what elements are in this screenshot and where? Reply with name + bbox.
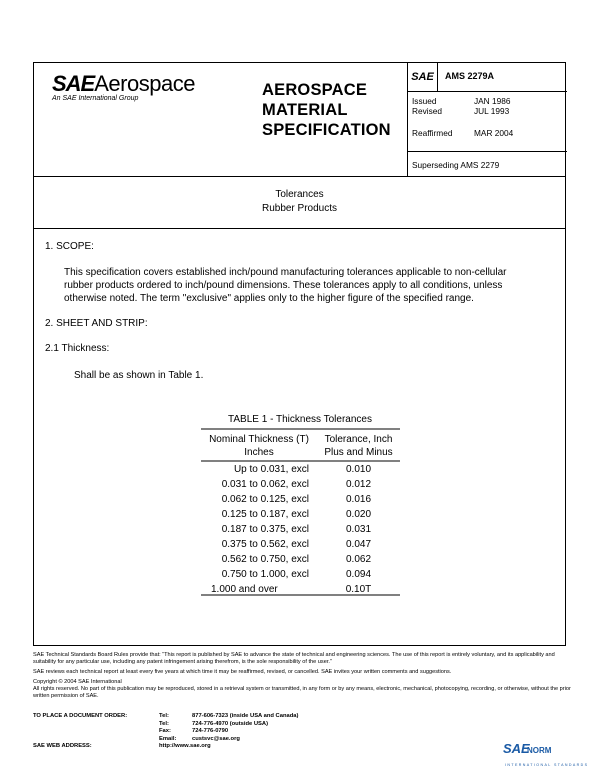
table-cell-tolerance: 0.010 <box>345 464 372 475</box>
footer-copyright: Copyright © 2004 SAE International <box>33 679 122 685</box>
table-cell-range: 0.750 to 1.000, excl <box>221 569 309 580</box>
fax-label: Fax: <box>159 728 171 734</box>
sae-norm-watermark <box>503 740 530 758</box>
brand-sae: SAE <box>52 71 95 96</box>
table-cell-range: 0.125 to 0.187, excl <box>221 509 309 520</box>
table-cell-range: 0.562 to 0.750, excl <box>221 554 309 565</box>
table-cell-range: 0.375 to 0.562, excl <box>221 539 309 550</box>
spec-title-line1: AEROSPACE <box>262 81 368 99</box>
table-cell-tolerance: 0.012 <box>345 479 372 490</box>
section-2-1-heading: 2.1 Thickness: <box>45 343 110 354</box>
issued-label: Issued <box>412 96 437 106</box>
spec-title-line3: SPECIFICATION <box>262 121 391 139</box>
col2-header-line1: Tolerance, Inch <box>324 434 393 445</box>
table-cell-range: 0.062 to 0.125, excl <box>221 494 309 505</box>
table-cell-tolerance: 0.094 <box>345 569 372 580</box>
table-cell-tolerance: 0.10T <box>345 584 372 595</box>
table-caption: TABLE 1 - Thickness Tolerances <box>228 414 372 425</box>
col2-header-line2: Plus and Minus <box>324 447 393 458</box>
web-label: SAE WEB ADDRESS: <box>33 743 92 749</box>
fax-value: 724-776-0790 <box>192 728 229 734</box>
watermark-logo: SAE <box>503 741 530 756</box>
table-cell-tolerance: 0.020 <box>345 509 372 520</box>
tel2-label: Tel: <box>159 720 169 727</box>
subject-line2: Rubber Products <box>261 203 338 214</box>
footer-rights: All rights reserved. No part of this publication may be reproduced, stored in a retrieval system or transmitted, in any form or by any means, electronic, mechanical, photocopying, recording, or otherwise, without the prior written permission of SAE. <box>33 686 571 699</box>
reaffirmed-date: MAR 2004 <box>474 128 514 138</box>
table-cell-tolerance: 0.062 <box>345 554 372 565</box>
tel2-value: 724-776-4970 (outside USA) <box>192 720 269 727</box>
web-value: http://www.sae.org <box>159 743 211 749</box>
section-1-line3: otherwise noted. The term "exclusive" applies only to the higher figure of the specified range. <box>64 293 474 304</box>
superseding: Superseding AMS 2279 <box>412 160 500 170</box>
section-1-line1: This specification covers established inch/pound manufacturing tolerances applicable to non-cellular <box>64 267 507 278</box>
table-col2-header <box>317 433 400 459</box>
section-1-line2: rubber products ordered to inch/pound dimensions. These tolerances apply to all conditions, unless <box>64 280 503 291</box>
order-label: TO PLACE A DOCUMENT ORDER: <box>33 713 128 719</box>
watermark-tiny: INTERNATIONAL STANDARDS <box>505 763 589 767</box>
footer-rules: SAE Technical Standards Board Rules provide that: “This report is published by SAE to advance the state of technical and engineering sciences. The use of this report is entirely voluntary, and its applicability and suitability for any particular use, including any patent infringement arising therefrom, is the sole responsibility of the user.” <box>33 652 555 665</box>
tel-label: Tel: <box>159 713 169 719</box>
reaffirmed-label: Reaffirmed <box>412 128 453 138</box>
footer-review: SAE reviews each technical report at least every five years at which time it may be reaffirmed, revised, or cancelled. SAE invites your written comments and suggestions. <box>33 669 452 675</box>
brand-aerospace: Aerospace <box>94 71 195 96</box>
email-value: custsvc@sae.org <box>192 735 240 742</box>
table-cell-range: 0.187 to 0.375, excl <box>221 524 309 535</box>
table-cell-range: 1.000 and over <box>211 584 278 595</box>
subject-line1: Tolerances <box>275 189 324 200</box>
email-label: Email: <box>159 735 177 742</box>
tel-value: 877-606-7323 (inside USA and Canada) <box>192 713 299 719</box>
watermark-norm-text: NORM <box>527 746 552 755</box>
table-cell-tolerance: 0.031 <box>345 524 372 535</box>
col1-header-line2: Inches <box>244 447 274 458</box>
table-cell-range: Up to 0.031, excl <box>233 464 309 475</box>
table-cell-tolerance: 0.047 <box>345 539 372 550</box>
sae-small-logo: SAE <box>408 63 438 91</box>
section-2-heading: 2. SHEET AND STRIP: <box>45 318 148 329</box>
section-2-1-text: Shall be as shown in Table 1. <box>74 370 204 381</box>
revised-label: Revised <box>412 106 442 116</box>
issued-date: JAN 1986 <box>474 96 511 106</box>
spec-title-line2: MATERIAL <box>262 101 348 119</box>
revised-date: JUL 1993 <box>474 106 510 116</box>
footer-notes <box>33 652 573 703</box>
table-col1-header <box>201 433 317 459</box>
spec-number: AMS 2279A <box>445 71 495 81</box>
col1-header-line1: Nominal Thickness (T) <box>209 434 309 445</box>
brand-subtitle: An SAE International Group <box>52 95 139 102</box>
section-1-heading: 1. SCOPE: <box>45 241 94 252</box>
table-cell-tolerance: 0.016 <box>345 494 372 505</box>
table-cell-range: 0.031 to 0.062, excl <box>221 479 309 490</box>
